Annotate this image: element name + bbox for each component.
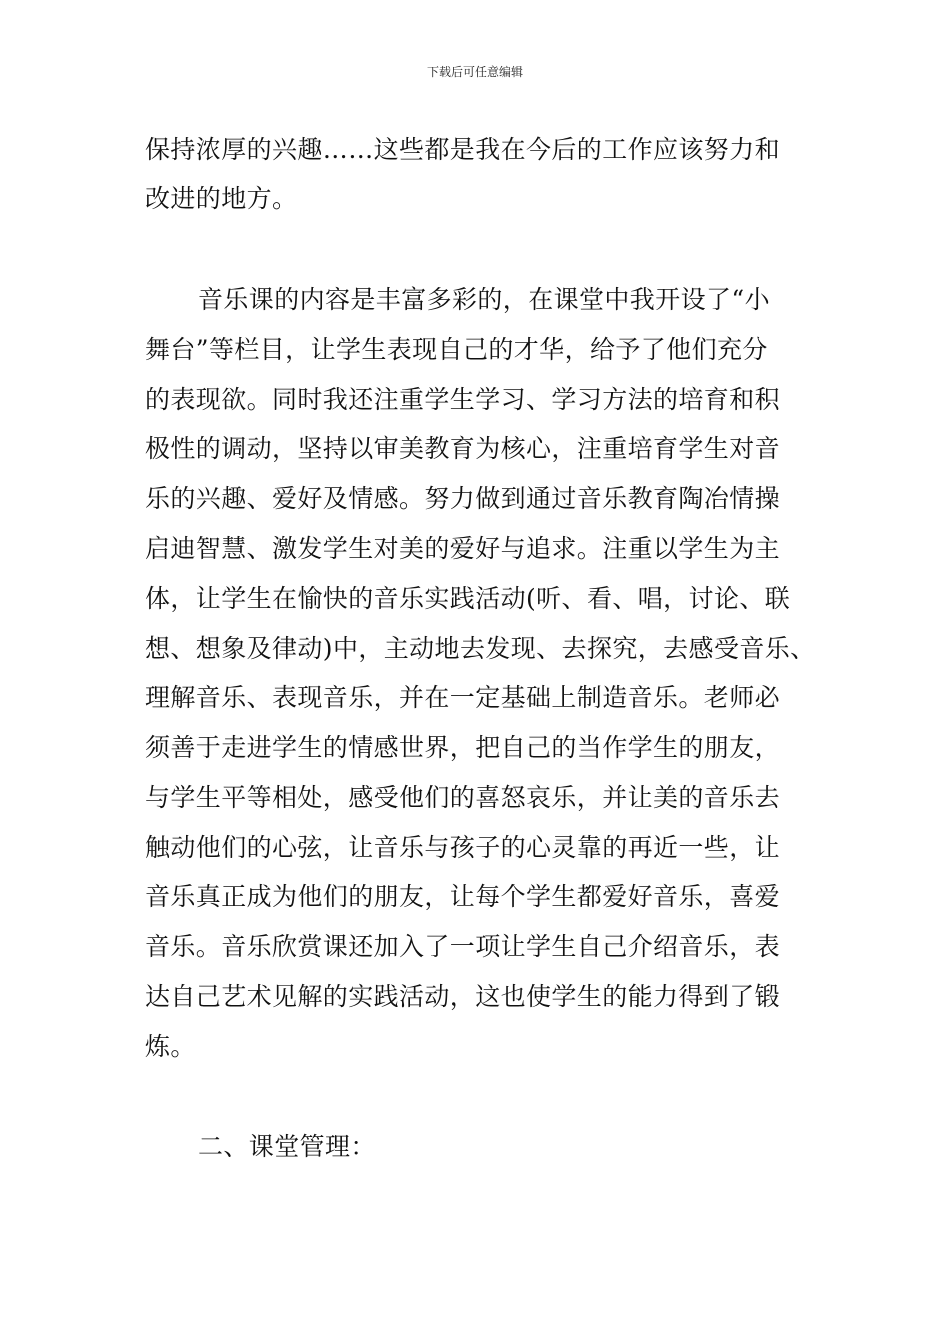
paragraph-2-line-5: 乐的兴趣、爱好及情感。努力做到通过音乐教育陶冶情操 xyxy=(145,484,781,513)
paragraph-2-line-1: 音乐课的内容是丰富多彩的，在课堂中我开设了“小 xyxy=(198,285,770,314)
paragraph-2-line-2: 舞台”等栏目，让学生表现自己的才华，给予了他们充分 xyxy=(145,335,768,364)
paragraph-2-line-4: 极性的调动，坚持以审美教育为核心，注重培育学生对音 xyxy=(145,434,781,463)
paragraph-2-line-7: 体，让学生在愉快的音乐实践活动(听、看、唱，讨论、联 xyxy=(145,584,791,613)
section-heading: 二、课堂管理： xyxy=(198,1132,376,1161)
paragraph-2-line-3: 的表现欲。同时我还注重学生学习、学习方法的培育和积 xyxy=(145,385,781,414)
paragraph-1-line-1: 保持浓厚的兴趣……这些都是我在今后的工作应该努力和 xyxy=(145,135,781,164)
paragraph-2-line-8: 想、想象及律动)中，主动地去发现、去探究，去感受音乐、 xyxy=(145,634,816,663)
paragraph-2-line-14: 音乐。音乐欣赏课还加入了一项让学生自己介绍音乐，表 xyxy=(145,932,781,961)
paragraph-2-line-10: 须善于走进学生的情感世界，把自己的当作学生的朋友， xyxy=(145,733,781,762)
paragraph-2-line-16: 炼。 xyxy=(145,1032,196,1061)
paragraph-2-line-11: 与学生平等相处，感受他们的喜怒哀乐，并让美的音乐去 xyxy=(145,783,781,812)
paragraph-2-line-13: 音乐真正成为他们的朋友，让每个学生都爱好音乐，喜爱 xyxy=(145,882,781,911)
paragraph-2-line-6: 启迪智慧、激发学生对美的爱好与追求。注重以学生为主 xyxy=(145,534,781,563)
paragraph-2-line-15: 达自己艺术见解的实践活动，这也使学生的能力得到了锻 xyxy=(145,982,781,1011)
paragraph-2-line-9: 理解音乐、表现音乐，并在一定基础上制造音乐。老师必 xyxy=(145,683,781,712)
page-header: 下载后可任意编辑 xyxy=(426,65,523,79)
paragraph-2-line-12: 触动他们的心弦，让音乐与孩子的心灵靠的再近一些，让 xyxy=(145,833,781,862)
paragraph-1-line-2: 改进的地方。 xyxy=(145,184,298,213)
